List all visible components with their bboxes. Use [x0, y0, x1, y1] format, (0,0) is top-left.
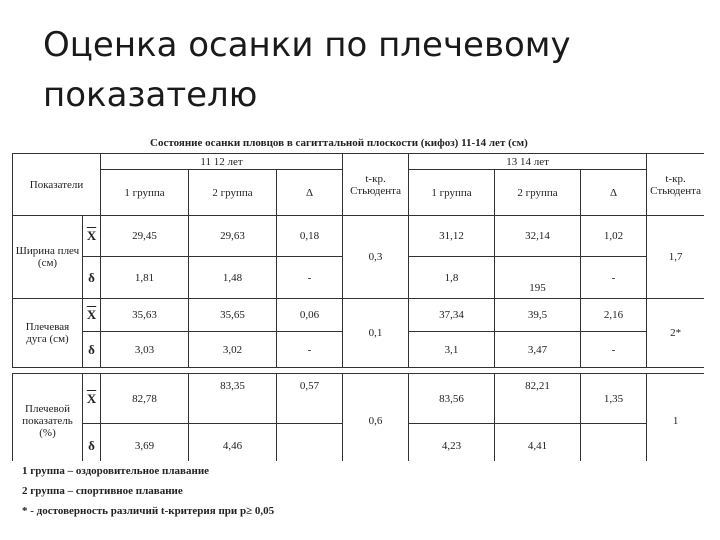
table-cell: 2,16: [581, 299, 647, 332]
sd-symbol: δ: [83, 332, 101, 368]
table-cell: 4,23: [409, 424, 495, 462]
table-cell: 1: [647, 374, 704, 462]
table-cell: 35,63: [101, 299, 189, 332]
table-cell: 1,8: [409, 257, 495, 299]
table-cell: 0,1: [343, 299, 409, 368]
table-cell: -: [277, 257, 343, 299]
table-cell: 35,65: [189, 299, 277, 332]
table-cell: 1,48: [189, 257, 277, 299]
posture-data-table: [12, 153, 704, 461]
row-label: Плечевой показатель (%): [13, 374, 83, 462]
footnote-group-1: 1 группа – оздоровительное плавание: [22, 465, 210, 477]
header-group-1: 1 группа: [101, 170, 189, 216]
table-cell: 3,03: [101, 332, 189, 368]
table-cell: 82,78: [101, 374, 189, 424]
slide-title-line-2: показателю: [43, 75, 258, 115]
table-cell: 1,02: [581, 216, 647, 257]
table-cell: 29,45: [101, 216, 189, 257]
footnote-significance: * - достоверность различий t-критерия при p≥ 0,05: [22, 505, 275, 517]
header-delta: Δ: [277, 170, 343, 216]
footnotes: [22, 461, 682, 521]
table-row: [13, 216, 705, 257]
table-cell: 3,69: [101, 424, 189, 462]
table-cell: 82,21: [495, 374, 581, 424]
table-cell: -: [581, 332, 647, 368]
header-age-13-14: 13 14 лет: [409, 154, 647, 170]
table-cell: 31,12: [409, 216, 495, 257]
table-row: [13, 299, 705, 332]
table-cell: 1,81: [101, 257, 189, 299]
table-cell: 4,41: [495, 424, 581, 462]
table-cell: [581, 424, 647, 462]
table-cell: 0,3: [343, 216, 409, 299]
data-table-container: [12, 153, 704, 461]
table-caption: Состояние осанки пловцов в сагиттальной плоскости (кифоз) 11-14 лет (см): [150, 137, 528, 149]
table-cell: [277, 424, 343, 462]
table-row: [13, 374, 705, 424]
table-cell: 0,6: [343, 374, 409, 462]
table-cell: 83,35: [189, 374, 277, 424]
table-cell: 37,34: [409, 299, 495, 332]
header-group-2: 2 группа: [495, 170, 581, 216]
table-cell: 1,35: [581, 374, 647, 424]
table-cell: 83,56: [409, 374, 495, 424]
sd-symbol: δ: [83, 257, 101, 299]
header-t-student-2: t-кр. Стьюдента: [647, 154, 704, 216]
header-group-1: 1 группа: [409, 170, 495, 216]
slide-title: [43, 20, 683, 120]
header-indicators: Показатели: [13, 154, 101, 216]
header-t-student-1: t-кр. Стьюдента: [343, 154, 409, 216]
header-age-11-12: 11 12 лет: [101, 154, 343, 170]
table-cell: 3,47: [495, 332, 581, 368]
table-cell: 0,57: [277, 374, 343, 424]
table-cell: 39,5: [495, 299, 581, 332]
row-label: Ширина плеч (см): [13, 216, 83, 299]
sd-symbol: δ: [83, 424, 101, 462]
table-cell: 0,18: [277, 216, 343, 257]
table-cell: 29,63: [189, 216, 277, 257]
mean-symbol: $\overline{X}$: [83, 374, 101, 424]
header-group-2: 2 группа: [189, 170, 277, 216]
table-cell: 1,7: [647, 216, 704, 299]
footnote-group-2: 2 группа – спортивное плавание: [22, 485, 183, 497]
table-cell: 2*: [647, 299, 704, 368]
header-delta: Δ: [581, 170, 647, 216]
table-cell: -: [581, 257, 647, 299]
table-cell: -: [277, 332, 343, 368]
table-cell: 4,46: [189, 424, 277, 462]
mean-symbol: $\overline{X}$: [83, 216, 101, 257]
table-cell: 32,14: [495, 216, 581, 257]
table-cell: 0,06: [277, 299, 343, 332]
table-cell: 3,1: [409, 332, 495, 368]
table-cell: 3,02: [189, 332, 277, 368]
mean-symbol: $\overline{X}$: [83, 299, 101, 332]
slide-title-line-1: Оценка осанки по плечевому: [43, 25, 571, 65]
table-cell: 195: [495, 257, 581, 299]
row-label: Плечевая дуга (см): [13, 299, 83, 368]
